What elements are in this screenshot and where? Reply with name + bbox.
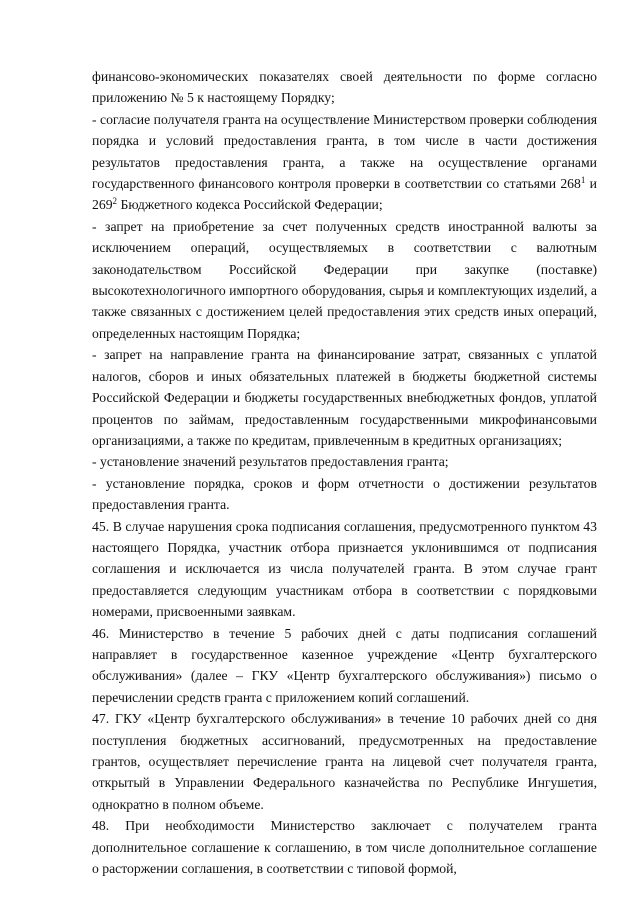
superscript: 2 (112, 196, 118, 207)
paragraph-text: и 269 (92, 176, 598, 213)
paragraph-45: 45. В случае нарушения срока подписания соглашения, предусмотренного пунктом 43 настоящего Порядка, участник отбора признается уклонившимся от подписания соглашения и исключается из числа получателей гранта. В этом случае грант предоставляется следующим участникам отбора в соответствии с порядковыми номерами, присвоенными заявкам. (92, 518, 597, 620)
paragraph-47: 47. ГКУ «Центр бухгалтерского обслуживания» в течение 10 рабочих дней со дня поступления бюджетных ассигнований, предусмотренных на предоставление грантов, осуществляет перечисление гранта на лицевой счет получателя гранта, открытый в Управлении Федерального казначейства по Республике Ингушетия, однократно в полном объеме. (92, 711, 597, 812)
paragraph-tax-ban: - запрет на направление гранта на финансирование затрат, связанных с уплатой налогов, сборов и иных обязательных платежей в бюджеты бюджетной системы Российской Федерации и бюджеты государственных внебюджетных фондов, уплатой процентов по займам, предоставленным государственными микрофинансовыми организациями, а также по кредитам, привлеченным в кредитных организациях; (92, 347, 597, 448)
paragraph-48: 48. При необходимости Министерство заключает с получателем гранта дополнительное соглашение к соглашению, в том числе дополнительное соглашение о расторжении соглашения, в соответствии с типовой формой, (92, 818, 597, 877)
paragraph-currency-ban: - запрет на приобретение за счет полученных средств иностранной валюты за исключением операций, осуществляемых в соответствии с валютным законодательством Российской Федерации при закупке (поставке) высокотехнологичного импортного оборудования, сырья и комплектующих изделий, а также связанных с достижением целей предоставления этих средств иных операций, определенных настоящим Порядка; (92, 218, 597, 341)
document-page (92, 66, 597, 879)
paragraph-consent-audit (92, 109, 597, 216)
paragraph-continuation: финансово-экономических показателях своей деятельности по форме согласно приложению № 5 к настоящему Порядку; (92, 69, 597, 106)
paragraph-text: Бюджетного кодекса Российской Федерации; (117, 197, 383, 213)
paragraph-reporting: - установление порядка, сроков и форм отчетности о достижении результатов предоставления гранта. (92, 475, 597, 513)
paragraph-46: 46. Министерство в течение 5 рабочих дней с даты подписания соглашений направляет в государственное казенное учреждение «Центр бухгалтерского обслуживания» (далее – ГКУ «Центр бухгалтерского обслуживания») письмо о перечислении средств гранта с приложением копий соглашений. (92, 625, 597, 705)
paragraph-text: - согласие получателя гранта на осуществление Министерством проверки соблюдения порядка и условий предоставления гранта, в том числе в части достижения результатов предоставления гранта, а также на осуществление органами государственного финансового контроля проверки в соответствии со статьями 268 (92, 111, 597, 192)
paragraph-result-values: - установление значений результатов предоставления гранта; (92, 454, 449, 470)
superscript: 1 (580, 175, 586, 186)
